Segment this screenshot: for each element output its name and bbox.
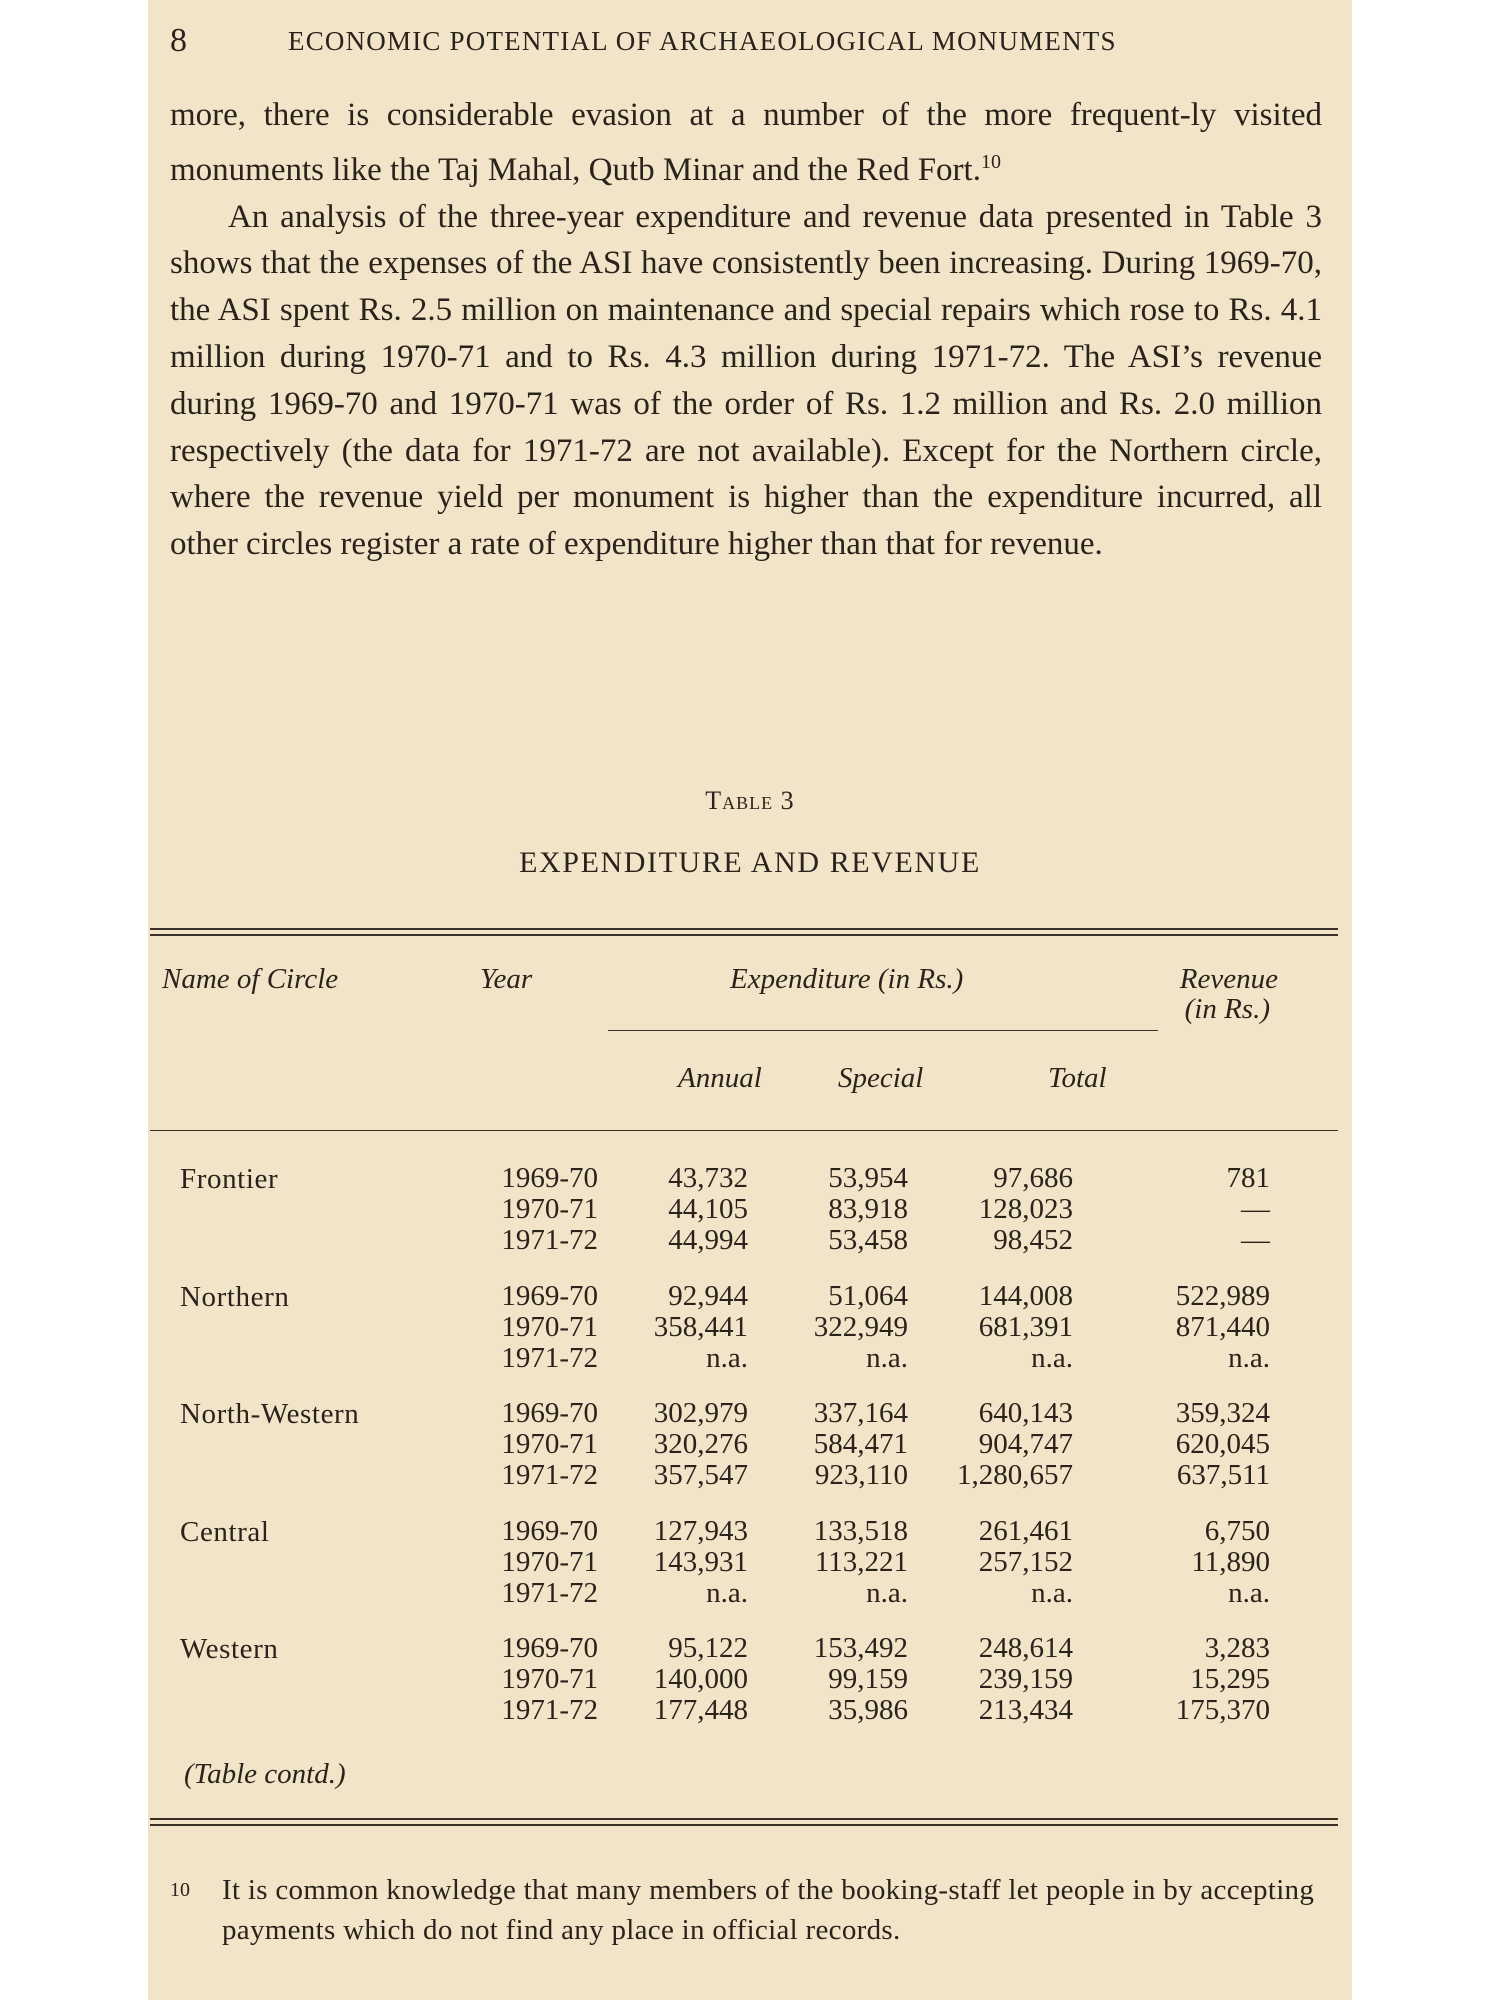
cell-annual: n.a. <box>706 1341 748 1374</box>
cell-annual: 95,122 <box>668 1632 748 1664</box>
cell-total: 257,152 <box>978 1545 1073 1578</box>
cell-year: 1970-71 <box>501 1428 598 1460</box>
cell-revenue: 6,750 <box>1204 1514 1270 1547</box>
header-revenue-line1: Revenue <box>1179 963 1278 995</box>
cell-total: 248,614 <box>978 1632 1073 1664</box>
paragraph-2: An analysis of the three-year expenditure and revenue data presented in Table 3 shows that the expenses of the ASI have consistently been increasing. During 1969-70, the ASI spent Rs. 2.5 million on maintenance and special repairs which rose to Rs. 4.1 million during 1970-71 and to Rs. 4.3 million during 1971-72. The ASI’s revenue during 1969-70 and 1970-71 was of the order of Rs. 1.2 million and Rs. 2.0 million respectively (the data for 1971-72 are not available). Except for the Northern circle, where the revenue yield per monument is higher than the expenditure incurred, all other circles register a rate of expenditure higher than that for revenue. <box>170 198 1322 563</box>
cell-revenue: 620,045 <box>1175 1428 1270 1460</box>
cell-revenue: 11,890 <box>1191 1545 1270 1578</box>
cell-revenue: 522,989 <box>1175 1279 1270 1312</box>
cell-total: 904,747 <box>978 1428 1073 1460</box>
header-annual: Annual <box>678 1062 762 1094</box>
cell-year: 1971-72 <box>501 1224 598 1256</box>
cell-year: 1970-71 <box>501 1545 598 1578</box>
cell-total: 128,023 <box>978 1193 1073 1225</box>
circle-name: North-Western <box>180 1398 360 1430</box>
cell-revenue: 637,511 <box>1176 1459 1270 1491</box>
cell-special: 923,110 <box>814 1459 908 1491</box>
header-expenditure: Expenditure (in Rs.) <box>730 963 964 995</box>
cell-special: 51,064 <box>828 1279 908 1312</box>
cell-revenue: 3,283 <box>1204 1632 1270 1664</box>
cell-annual: 358,441 <box>653 1310 748 1343</box>
page-number: 8 <box>170 22 187 59</box>
cell-year: 1969-70 <box>501 1162 598 1194</box>
header-year: Year <box>480 963 533 995</box>
cell-year: 1969-70 <box>501 1514 598 1547</box>
cell-total: n.a. <box>1031 1341 1073 1374</box>
cell-year: 1969-70 <box>501 1397 598 1429</box>
cell-special: 113,221 <box>814 1545 908 1578</box>
cell-year: 1969-70 <box>501 1632 598 1664</box>
cell-year: 1971-72 <box>501 1576 598 1609</box>
cell-revenue: — <box>1241 1193 1270 1225</box>
cell-year: 1970-71 <box>501 1663 598 1695</box>
table-continued-note: (Table contd.) <box>184 1758 346 1790</box>
cell-special: 99,159 <box>828 1663 908 1695</box>
cell-special: n.a. <box>866 1341 908 1374</box>
body-text <box>170 92 1322 568</box>
cell-special: 35,986 <box>828 1694 908 1726</box>
cell-annual: 302,979 <box>653 1397 748 1429</box>
cell-annual: 320,276 <box>653 1428 748 1460</box>
cell-total: 213,434 <box>978 1694 1073 1726</box>
cell-year: 1969-70 <box>501 1279 598 1312</box>
cell-annual: 44,105 <box>668 1193 748 1225</box>
table-bottom-rule <box>150 1818 1338 1820</box>
cell-special: 53,458 <box>828 1224 908 1256</box>
circle-name: Central <box>180 1515 270 1548</box>
cell-revenue: 359,324 <box>1175 1397 1270 1429</box>
circle-name: Western <box>180 1633 279 1665</box>
cell-annual: 44,994 <box>668 1224 748 1256</box>
table-title: EXPENDITURE AND REVENUE <box>519 846 981 879</box>
table-top-rule-double <box>150 934 1338 936</box>
cell-total: 98,452 <box>993 1224 1073 1256</box>
cell-revenue: 175,370 <box>1175 1694 1270 1726</box>
footnote-marker: 10 <box>170 1879 190 1901</box>
cell-annual: 143,931 <box>653 1545 748 1578</box>
paragraph-1 <box>170 92 1322 194</box>
cell-year: 1970-71 <box>501 1310 598 1343</box>
header-circle: Name of Circle <box>162 963 339 995</box>
cell-year: 1970-71 <box>501 1193 598 1225</box>
cell-revenue: 871,440 <box>1175 1310 1270 1343</box>
footnote-reference[interactable]: 10 <box>980 150 1001 173</box>
cell-special: 83,918 <box>828 1193 908 1225</box>
cell-year: 1971-72 <box>501 1341 598 1374</box>
cell-annual: 43,732 <box>668 1162 748 1194</box>
cell-revenue: — <box>1241 1224 1270 1256</box>
circle-name: Frontier <box>180 1163 279 1195</box>
cell-annual: 140,000 <box>653 1663 748 1695</box>
cell-special: 322,949 <box>813 1310 908 1343</box>
cell-special: 53,954 <box>828 1162 908 1194</box>
cell-total: n.a. <box>1031 1576 1073 1609</box>
running-title: ECONOMIC POTENTIAL OF ARCHAEOLOGICAL MONUMENTS <box>288 26 1117 56</box>
cell-revenue: 781 <box>1226 1162 1270 1194</box>
expenditure-span-rule <box>608 1030 1158 1031</box>
cell-special: 153,492 <box>813 1632 908 1664</box>
cell-total: 144,008 <box>978 1279 1073 1312</box>
cell-total: 261,461 <box>978 1514 1073 1547</box>
cell-special: 584,471 <box>813 1428 908 1460</box>
cell-revenue: n.a. <box>1228 1341 1270 1374</box>
cell-revenue: n.a. <box>1228 1576 1270 1609</box>
cell-special: 133,518 <box>813 1514 908 1547</box>
footnote-text: It is common knowledge that many members of the booking-staff let people in by accepting payments which do not find any place in official records. <box>222 1874 1315 1946</box>
cell-year: 1971-72 <box>501 1694 598 1726</box>
cell-annual: 127,943 <box>653 1514 748 1547</box>
table-label: Table 3 <box>705 786 795 815</box>
header-revenue-line2: (in Rs.) <box>1184 993 1270 1025</box>
header-bottom-rule <box>150 1130 1338 1131</box>
paragraph-1-text: more, there is considerable evasion at a number of the more frequent-ly visited monuments like the Taj Mahal, Qutb Minar and the Red Fort. <box>170 97 1322 188</box>
cell-total: 239,159 <box>978 1663 1073 1695</box>
header-special: Special <box>838 1062 924 1094</box>
cell-total: 640,143 <box>978 1397 1073 1429</box>
table-bottom-rule-double <box>150 1824 1338 1826</box>
cell-revenue: 15,295 <box>1190 1663 1270 1695</box>
cell-annual: 92,944 <box>668 1279 748 1312</box>
cell-special: 337,164 <box>813 1397 908 1429</box>
cell-year: 1971-72 <box>501 1459 598 1491</box>
book-page <box>148 0 1352 2000</box>
cell-annual: n.a. <box>706 1576 748 1609</box>
cell-total: 681,391 <box>978 1310 1073 1343</box>
table-top-rule <box>150 928 1338 930</box>
cell-total: 1,280,657 <box>957 1459 1073 1491</box>
circle-name: Northern <box>180 1280 290 1313</box>
header-total: Total <box>1048 1062 1107 1094</box>
cell-annual: 357,547 <box>653 1459 748 1491</box>
cell-special: n.a. <box>866 1576 908 1609</box>
cell-total: 97,686 <box>993 1162 1073 1194</box>
cell-annual: 177,448 <box>653 1694 748 1726</box>
